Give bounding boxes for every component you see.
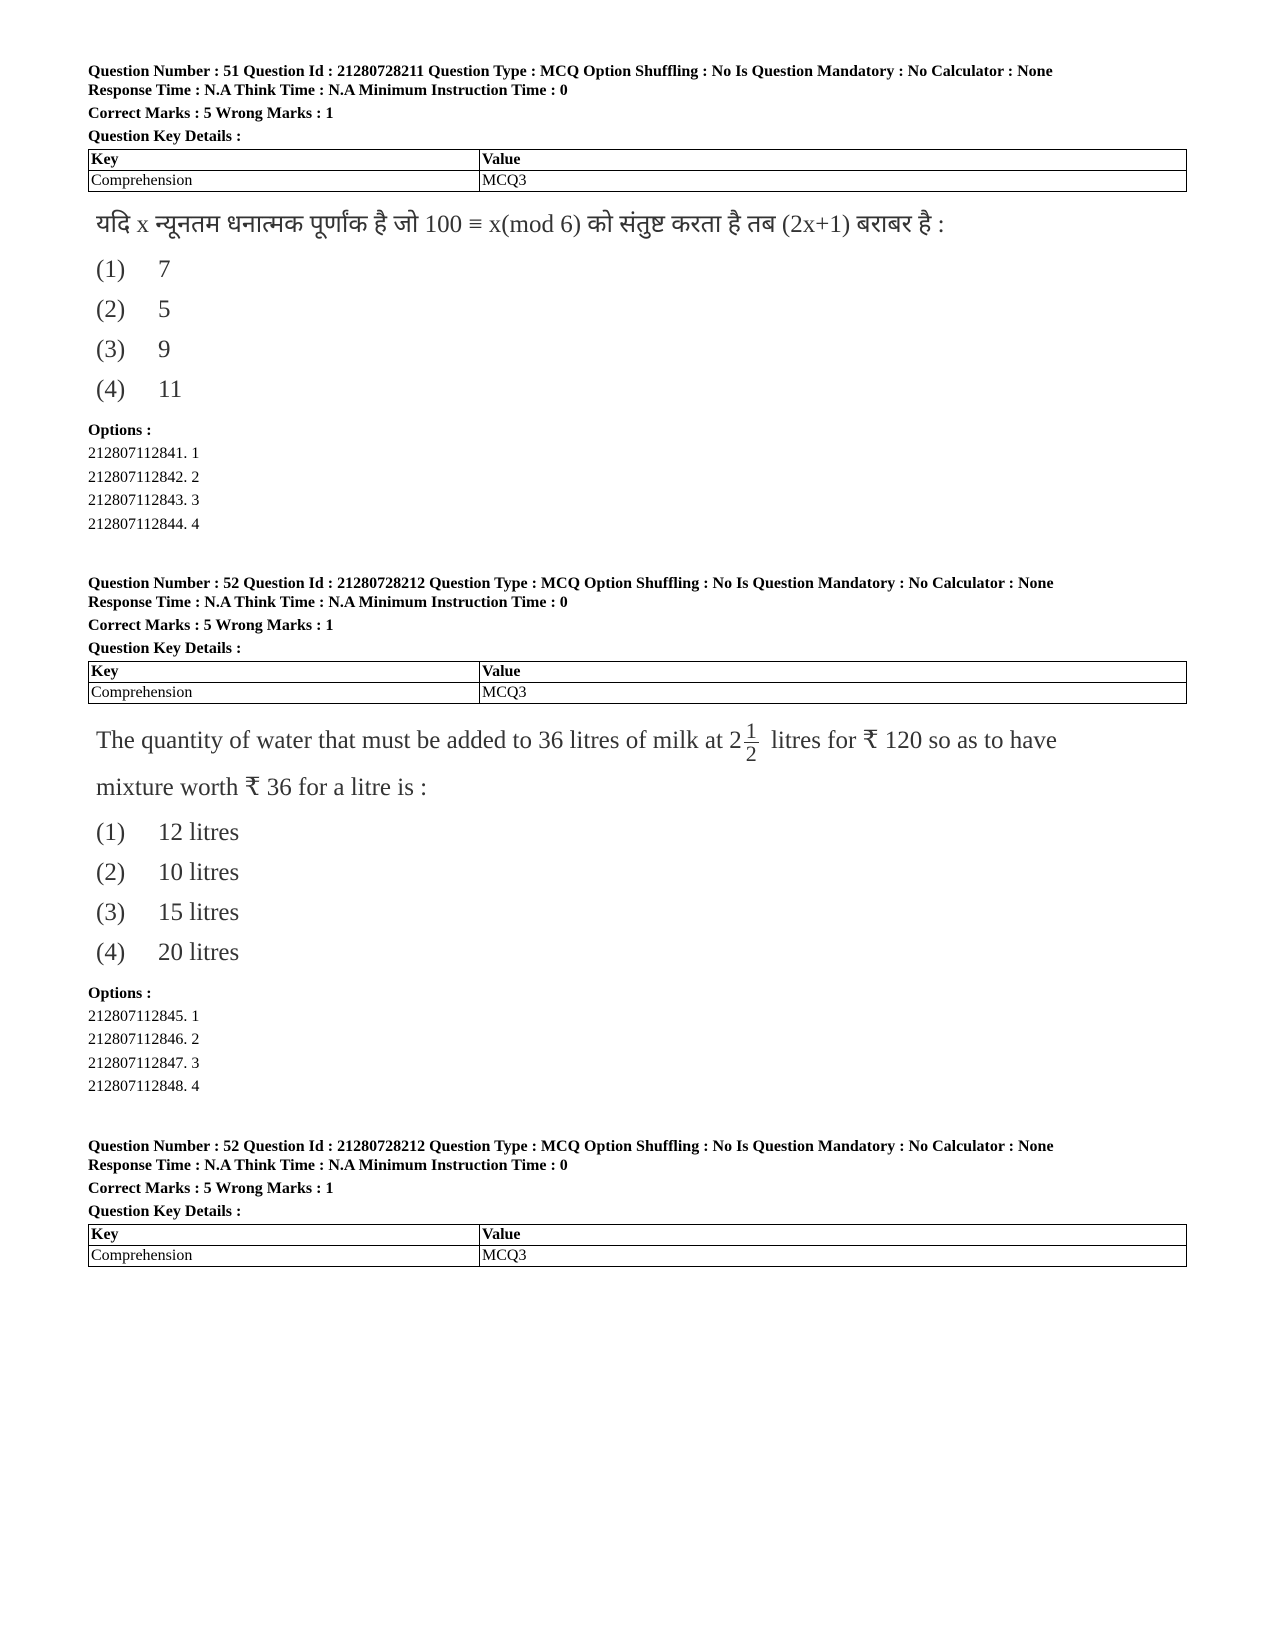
option-item: 212807112846. 2 bbox=[88, 1031, 200, 1049]
choice-number: (4) bbox=[96, 376, 126, 403]
table-header-value: Value bbox=[480, 150, 1187, 171]
choice-item bbox=[96, 290, 1188, 330]
choice-item bbox=[96, 933, 1188, 973]
option-item: 212807112843. 3 bbox=[88, 492, 200, 509]
choice-list bbox=[88, 813, 1188, 973]
table-row bbox=[89, 171, 1187, 192]
question-meta-line1: Question Number : 52 Question Id : 21280728212 Question Type : MCQ Option Shuffling : No Is Question Mandatory : No Calculator : None bbox=[88, 575, 1054, 592]
question-51 bbox=[88, 62, 1188, 536]
question-marks: Correct Marks : 5 Wrong Marks : 1 bbox=[88, 1179, 334, 1197]
question-stem: यदि x न्यूनतम धनात्मक पूर्णांक है जो 100 ≡ x(mod 6) को संतुष्ट करता है तब (2x+1) बराबर है : bbox=[96, 211, 945, 238]
choice-number: (2) bbox=[96, 858, 126, 886]
table-row bbox=[89, 1245, 1187, 1266]
document-page bbox=[88, 62, 1188, 1267]
fraction-denominator: 2 bbox=[745, 740, 757, 766]
choice-item bbox=[96, 893, 1188, 933]
question-meta-line2: Response Time : N.A Think Time : N.A Minimum Instruction Time : 0 bbox=[88, 82, 568, 99]
question-marks: Correct Marks : 5 Wrong Marks : 1 bbox=[88, 105, 334, 122]
fraction-numerator: 1 bbox=[745, 717, 757, 743]
stem-text: litres for ₹ 120 so as to have bbox=[770, 727, 1057, 754]
table-cell-value: MCQ3 bbox=[480, 1245, 1187, 1266]
mixed-number-whole: 2 bbox=[729, 727, 742, 754]
table-cell-value: MCQ3 bbox=[480, 171, 1187, 192]
choice-number: (2) bbox=[96, 296, 126, 323]
choice-number: (1) bbox=[96, 256, 126, 283]
choice-item bbox=[96, 330, 1188, 370]
key-details-table bbox=[88, 149, 1187, 192]
table-header-key: Key bbox=[89, 1224, 480, 1245]
options-label: Options : bbox=[88, 984, 152, 1002]
choice-text: 9 bbox=[158, 336, 171, 363]
table-cell-value: MCQ3 bbox=[480, 683, 1187, 704]
option-item: 212807112842. 2 bbox=[88, 468, 200, 486]
choice-number: (3) bbox=[96, 336, 126, 363]
table-header-row bbox=[89, 150, 1187, 171]
question-meta-line1: Question Number : 52 Question Id : 21280728212 Question Type : MCQ Option Shuffling : No Is Question Mandatory : No Calculator : None bbox=[88, 1137, 1054, 1155]
question-stem bbox=[96, 718, 1188, 811]
table-cell-key: Comprehension bbox=[89, 683, 480, 704]
choice-number: (3) bbox=[96, 898, 126, 926]
option-item: 212807112845. 1 bbox=[88, 1007, 200, 1025]
question-meta-line2: Response Time : N.A Think Time : N.A Minimum Instruction Time : 0 bbox=[88, 594, 568, 611]
key-details-table bbox=[88, 661, 1187, 704]
choice-text: 20 litres bbox=[158, 938, 240, 966]
choice-item bbox=[96, 370, 1188, 410]
choice-text: 10 litres bbox=[158, 858, 240, 886]
stem-text: The quantity of water that must be added to 36 litres of milk at bbox=[96, 727, 723, 754]
table-header-key: Key bbox=[89, 150, 480, 171]
table-header-key: Key bbox=[89, 662, 480, 683]
fraction bbox=[744, 717, 759, 766]
key-details-label: Question Key Details : bbox=[88, 640, 242, 657]
choice-number: (4) bbox=[96, 938, 126, 966]
choice-number: (1) bbox=[96, 818, 126, 846]
choice-item bbox=[96, 853, 1188, 893]
choice-text: 5 bbox=[158, 296, 171, 323]
stem-text: mixture worth ₹ 36 for a litre is : bbox=[96, 773, 428, 801]
table-header-value: Value bbox=[480, 1224, 1187, 1245]
choice-item bbox=[96, 813, 1188, 853]
question-meta-line1: Question Number : 51 Question Id : 21280728211 Question Type : MCQ Option Shuffling : No Is Question Mandatory : No Calculator : None bbox=[88, 63, 1053, 80]
question-52-repeat bbox=[88, 1137, 1188, 1267]
option-item: 212807112844. 4 bbox=[88, 515, 200, 533]
table-header-row bbox=[89, 662, 1187, 683]
option-item: 212807112848. 4 bbox=[88, 1078, 200, 1096]
table-cell-key: Comprehension bbox=[89, 1245, 480, 1266]
choice-text: 15 litres bbox=[158, 898, 240, 926]
option-item: 212807112841. 1 bbox=[88, 445, 200, 462]
choice-text: 11 bbox=[158, 376, 183, 403]
options-label: Options : bbox=[88, 422, 152, 439]
choice-text: 7 bbox=[158, 256, 171, 283]
choice-list bbox=[88, 250, 1188, 410]
question-52 bbox=[88, 574, 1188, 1099]
choice-text: 12 litres bbox=[158, 818, 240, 846]
table-row bbox=[89, 683, 1187, 704]
key-details-label: Question Key Details : bbox=[88, 128, 242, 145]
key-details-label: Question Key Details : bbox=[88, 1202, 242, 1220]
question-meta-line2: Response Time : N.A Think Time : N.A Minimum Instruction Time : 0 bbox=[88, 1156, 568, 1174]
question-marks: Correct Marks : 5 Wrong Marks : 1 bbox=[88, 617, 334, 634]
table-header-value: Value bbox=[480, 662, 1187, 683]
table-cell-key: Comprehension bbox=[89, 171, 480, 192]
choice-item bbox=[96, 250, 1188, 290]
table-header-row bbox=[89, 1224, 1187, 1245]
option-item: 212807112847. 3 bbox=[88, 1054, 200, 1072]
key-details-table bbox=[88, 1224, 1187, 1267]
